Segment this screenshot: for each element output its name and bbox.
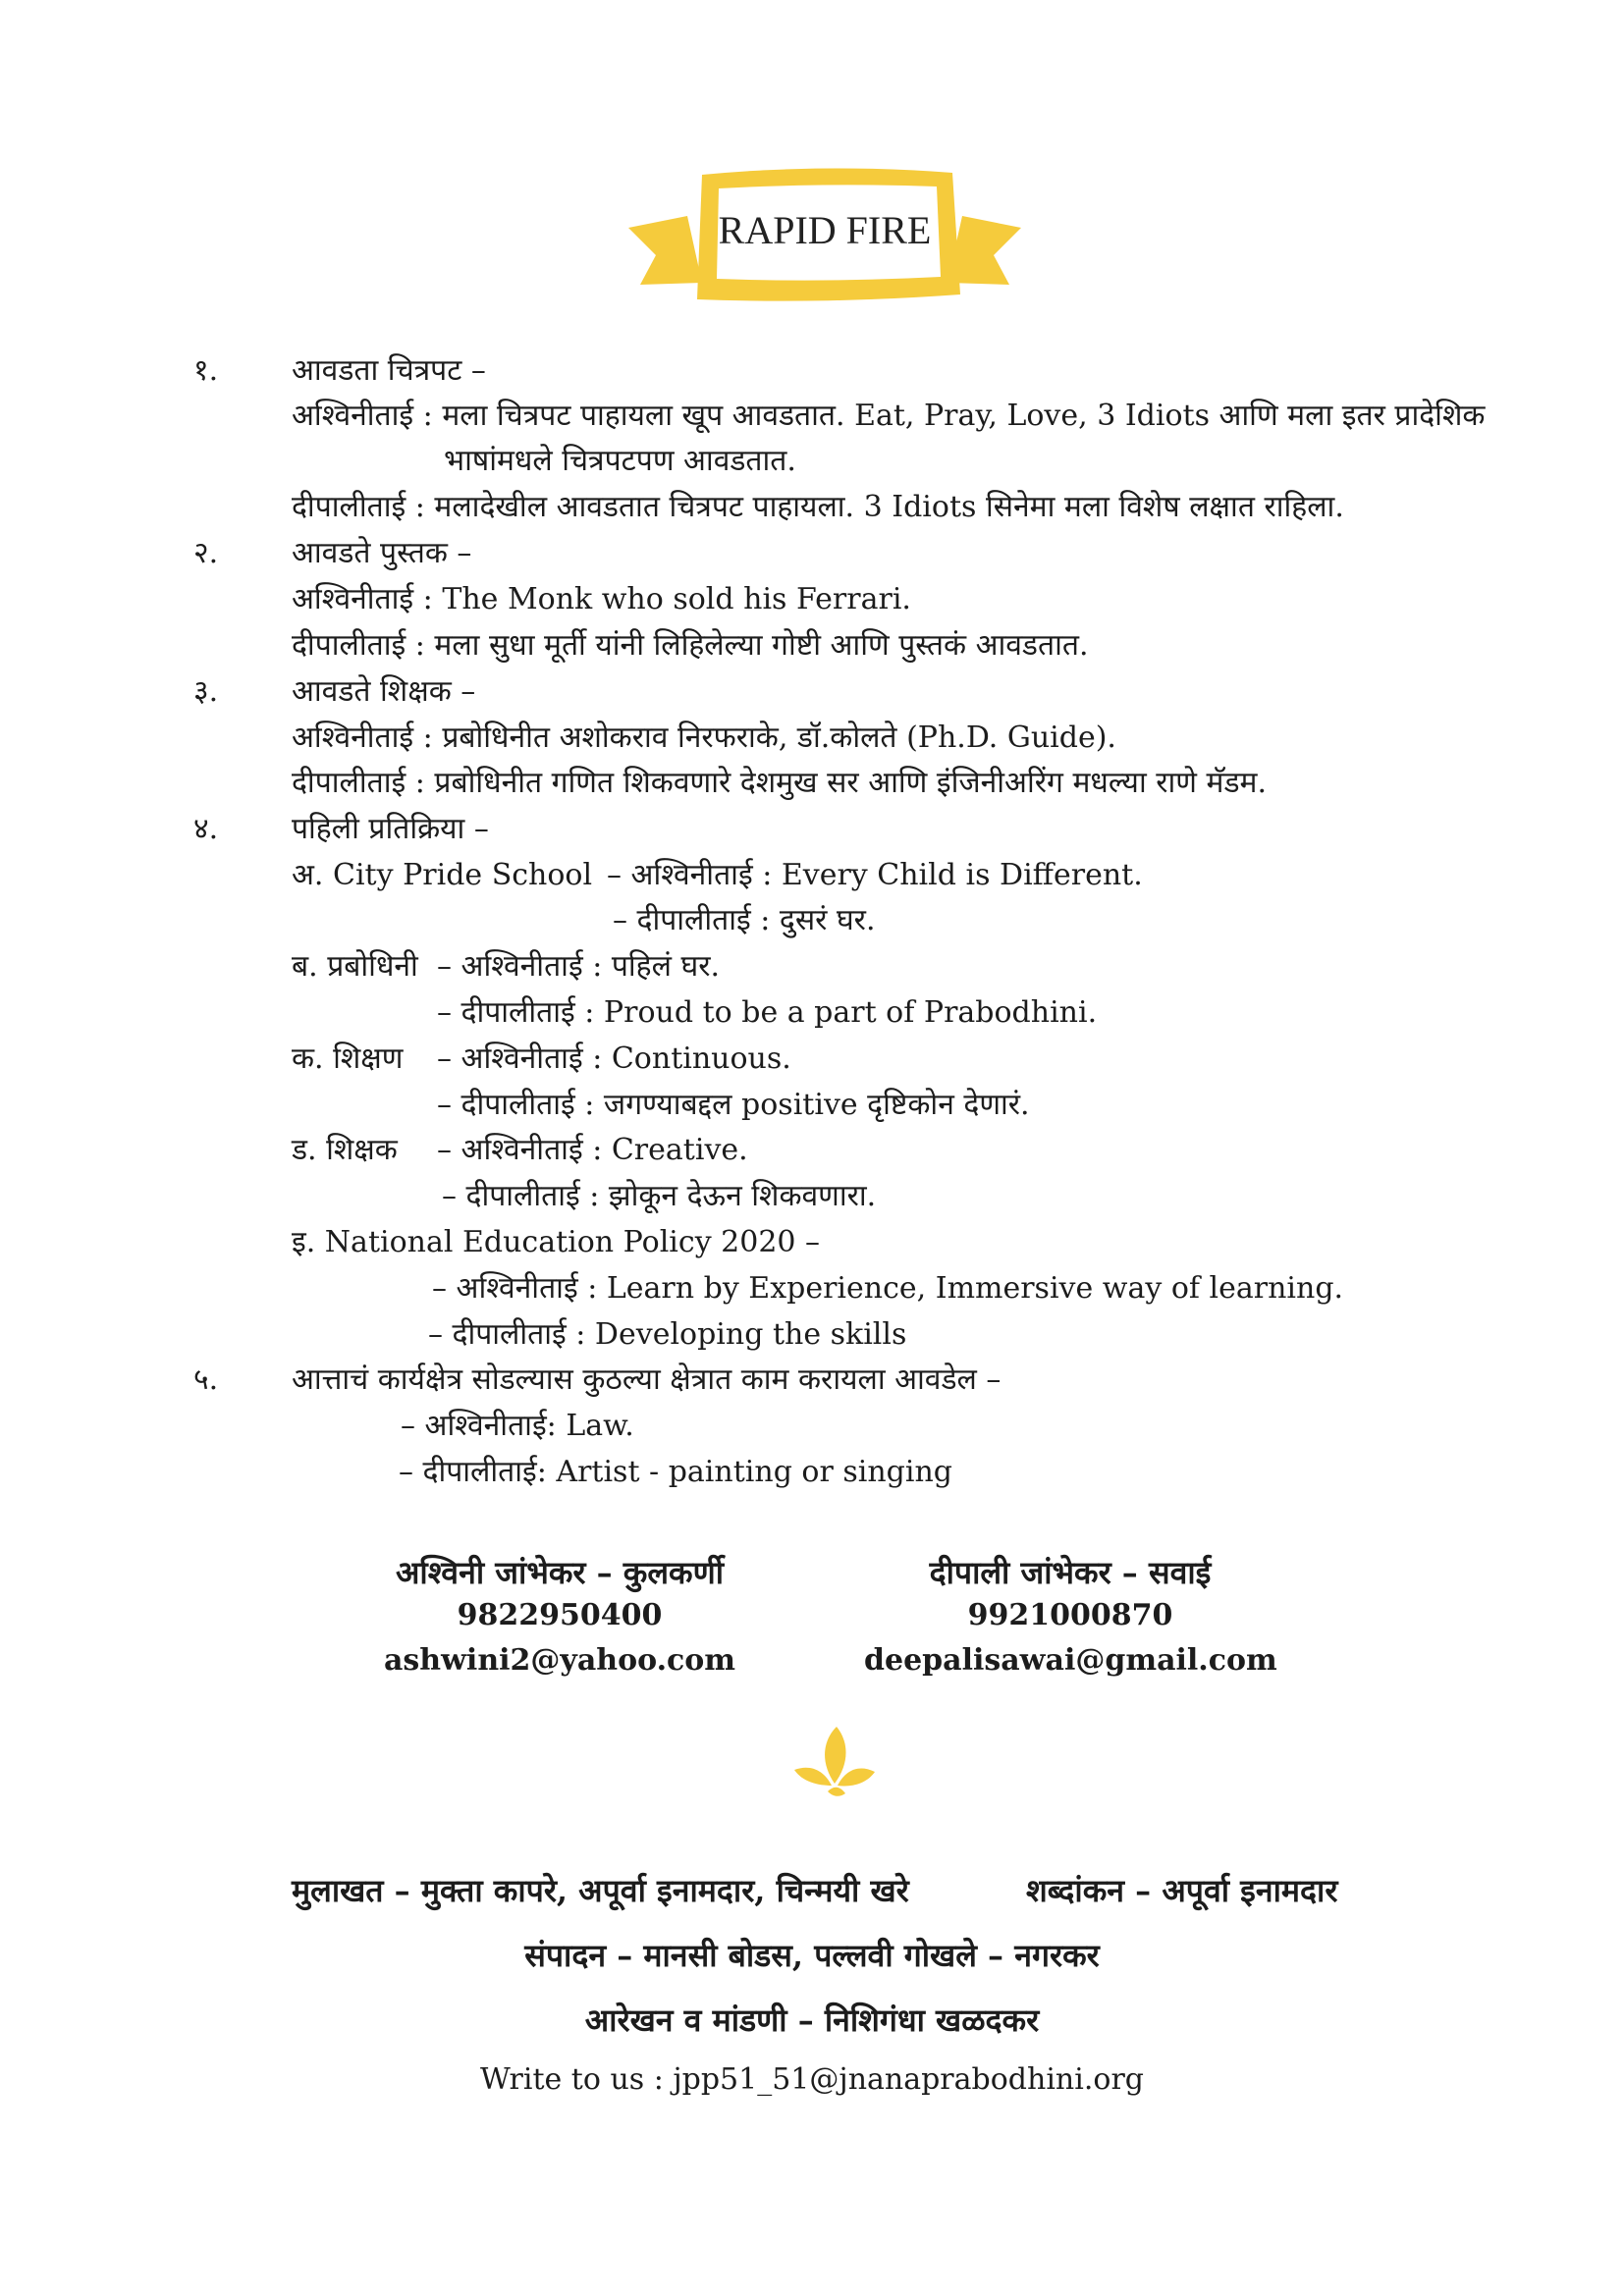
contact-1-email: ashwini2@yahoo.com — [383, 1643, 736, 1678]
item-4c-label: क. शिक्षण — [292, 1041, 404, 1076]
item-1-heading: आवडता चित्रपट – — [292, 353, 486, 388]
contact-2-phone: 9921000870 — [967, 1598, 1173, 1632]
flower-ornament-icon — [790, 1723, 879, 1801]
banner-title: RAPID FIRE — [718, 208, 932, 252]
item-2-answer-ashwini: अश्विनीताई : The Monk who sold his Ferrari. — [292, 582, 911, 616]
item-4e-answer-deepali: – दीपालीताई : Developing the skills — [428, 1317, 907, 1352]
item-4-heading: पहिली प्रतिक्रिया – — [292, 812, 489, 846]
item-4e-label: इ. National Education Policy 2020 – — [292, 1225, 821, 1259]
item-1-answer-ashwini-line2: भाषांमधले चित्रपटपण आवडतात. — [444, 444, 796, 478]
write-to-us: Write to us : jpp51_51@jnanaprabodhini.org — [480, 2062, 1144, 2097]
contact-2-name: दीपाली जांभेकर – सवाई — [929, 1554, 1212, 1591]
item-4d-answer-deepali: – दीपालीताई : झोकून देऊन शिकवणारा. — [442, 1179, 877, 1213]
credit-transcription: शब्दांकन – अपूर्वा इनामदार — [1026, 1872, 1338, 1909]
item-4a-label: अ. City Pride School — [292, 858, 593, 892]
item-4a-answer-ashwini: – अश्विनीताई : Every Child is Different. — [607, 858, 1143, 892]
item-4d-answer-ashwini: – अश्विनीताई : Creative. — [437, 1133, 748, 1167]
credit-interview: मुलाखत – मुक्ता कापरे, अपूर्वा इनामदार, चिन्मयी खरे — [292, 1872, 909, 1909]
banner-left-tail — [628, 216, 702, 285]
item-4c-answer-ashwini: – अश्विनीताई : Continuous. — [437, 1041, 791, 1076]
item-4b-answer-deepali: – दीपालीताई : Proud to be a part of Prabodhini. — [437, 995, 1098, 1030]
credit-design: आरेखन व मांडणी – निशिगंधा खळदकर — [584, 2002, 1040, 2039]
item-2-heading: आवडते पुस्तक – — [292, 536, 472, 570]
item-4d-label: ड. शिक्षक — [292, 1133, 398, 1167]
item-3-answer-deepali: दीपालीताई : प्रबोधिनीत गणित शिकवणारे देशमुख सर आणि इंजिनीअरिंग मधल्या राणे मॅडम. — [292, 766, 1267, 800]
credit-editing: संपादन – मानसी बोडस, पल्लवी गोखले – नगरकर — [524, 1937, 1100, 1974]
item-5-answer-ashwini: – अश्विनीताई: Law. — [401, 1409, 634, 1443]
item-4e-answer-ashwini: – अश्विनीताई : Learn by Experience, Immersive way of learning. — [432, 1271, 1344, 1306]
item-4-number: ४. — [193, 812, 219, 846]
contact-2-email: deepalisawai@gmail.com — [864, 1643, 1277, 1678]
item-1-number: १. — [193, 353, 219, 388]
item-5-answer-deepali: – दीपालीताई: Artist - painting or singing — [399, 1455, 953, 1489]
item-1-answer-deepali: दीपालीताई : मलादेखील आवडतात चित्रपट पाहायला. 3 Idiots सिनेमा मला विशेष लक्षात राहिला. — [292, 490, 1344, 524]
item-5-heading: आत्ताचं कार्यक्षेत्र सोडल्यास कुठल्या क्षेत्रात काम करायला आवडेल – — [292, 1362, 1001, 1397]
item-4b-answer-ashwini: – अश्विनीताई : पहिलं घर. — [437, 949, 721, 984]
item-4a-answer-deepali: – दीपालीताई : दुसरं घर. — [613, 903, 876, 937]
item-2-answer-deepali: दीपालीताई : मला सुधा मूर्ती यांनी लिहिलेल्या गोष्टी आणि पुस्तकं आवडतात. — [292, 628, 1089, 663]
contact-1-name: अश्विनी जांभेकर – कुलकर्णी — [395, 1554, 725, 1591]
item-5-number: ५. — [193, 1362, 219, 1397]
contact-1-phone: 9822950400 — [457, 1598, 663, 1632]
item-3-answer-ashwini: अश्विनीताई : प्रबोधिनीत अशोकराव निरफराके, डॉ.कोलते (Ph.D. Guide). — [292, 721, 1116, 755]
item-1-answer-ashwini-line1: अश्विनीताई : मला चित्रपट पाहायला खूप आवडतात. Eat, Pray, Love, 3 Idiots आणि मला इतर प्रादेशिक — [292, 399, 1486, 433]
item-3-number: ३. — [193, 674, 219, 709]
item-4c-answer-deepali: – दीपालीताई : जगण्याबद्दल positive दृष्टिकोन देणारं. — [437, 1088, 1030, 1122]
item-2-number: २. — [193, 536, 219, 570]
item-3-heading: आवडते शिक्षक – — [292, 674, 476, 709]
item-4b-label: ब. प्रबोधिनी — [292, 949, 418, 984]
